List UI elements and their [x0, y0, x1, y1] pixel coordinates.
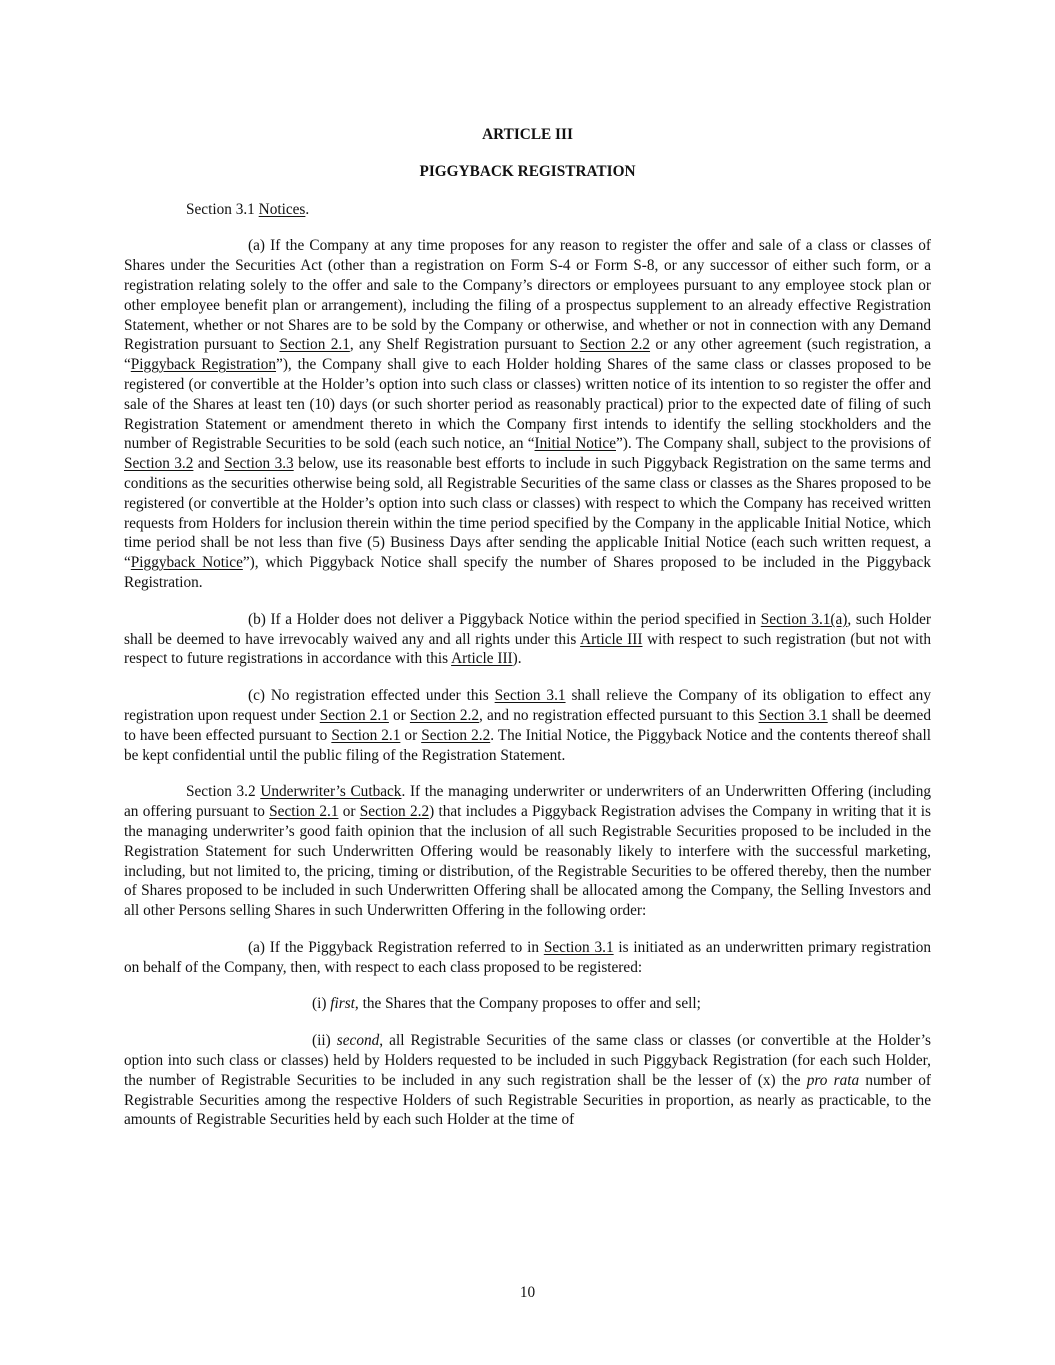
text-run: or [388, 706, 410, 724]
section-3-1-c-paragraph [124, 686, 931, 765]
cross-ref-link[interactable]: Section 2.2 [579, 336, 651, 354]
cross-ref-link[interactable]: Section 3.1 [494, 687, 566, 705]
cross-ref-link[interactable]: Section 3.1 [543, 938, 614, 956]
section-3-1-heading [124, 200, 931, 220]
text-run: (c) No registration effected under this [248, 687, 495, 705]
article-subtitle: PIGGYBACK REGISTRATION [419, 163, 636, 181]
defined-term: Piggyback Registration [130, 356, 277, 374]
text-run: ”), the Company shall give to each Holder holding Shares of the same class or classes proposed to be registered (or convertible at the Holder’s option into such class or classes) written notice of its intention to so register the offer and sale of the Shares at least ten (10) days (or such shorter period as reasonably practical) prior to the expected date of filing of such Registration Statement or amendment thereto in which the Company first intends to identify the selling stockholders and the number of Registrable Securities to be sold (each such notice, an “ [124, 356, 931, 453]
text-run: (a) If the Company at any time proposes for any reason to register the offer and sale of a class or classes of Shares under the Securities Act (other than a registration on Form S-4 or Form S-8, or any successor of either such form, or a registration relating solely to the offer and sale to the Company’s directors or employees pursuant to any employee stock plan or other employee benefit plan or arrangement), including the filing of a prospectus supplement to an already effective Registration Statement, whether or not Shares are to be sold by the Company or otherwise, and whether or not in connection with any Demand Registration pursuant to [124, 237, 931, 354]
cross-ref-link[interactable]: Section 2.1 [319, 706, 389, 724]
cross-ref-link[interactable]: Section 2.2 [409, 706, 480, 724]
text-run: ). [512, 650, 522, 668]
text-run: , any Shelf Registration pursuant to [349, 336, 580, 354]
text-run: , and no registration effected pursuant to this [479, 706, 759, 724]
text-run: (ii) [312, 1032, 337, 1050]
text-run: ”), which Piggyback Notice shall specify the number of Shares proposed to be included in the Piggyback Registration. [124, 554, 931, 591]
text-run: shall be deemed to have been effected pursuant to [124, 706, 931, 744]
text-run: ) that includes a Piggyback Registration advises the Company in writing that it is the managing underwriter’s good faith opinion that the inclusion of all such Registrable Securities proposed to be included in the Registration Statement for such Underwritten Offering would be reasonably likely to interfere with the successful marketing, including, but not limited to, the pricing, timing or distribution, of the Registrable Securities to be offered thereby, then the number of Shares proposed to be included in such Underwritten Offering shall be allocated among the Company, the Selling Investors and all other Persons selling Shares in such Underwritten Offering in the following order: [124, 803, 931, 920]
text-run: pro rata [806, 1071, 860, 1089]
text-run: or [338, 803, 360, 821]
text-run: . [305, 200, 310, 218]
text-run: second [336, 1032, 380, 1050]
cross-ref-link[interactable]: Section 2.2 [359, 803, 430, 821]
text-run: (a) If the Piggyback Registration referred to in [248, 938, 544, 956]
section-3-2-paragraph [124, 782, 931, 921]
text-run: below, use its reasonable best efforts to include in such Piggyback Registration on the same terms and conditions as the securities otherwise being sold, all Registrable Securities of the same class or classes as the Shares proposed to be registered (or convertible at the Holder’s option into such class or classes) with respect to which the Company has received written requests from Holders for inclusion therein within the time period specified by the Company in the applicable Initial Notice, which time period shall be not less than five (5) Business Days after sending the applicable Initial Notice (each such written request, a “ [124, 455, 931, 572]
section-3-1-b-paragraph [124, 610, 931, 669]
section-3-1-a-paragraph [124, 236, 931, 592]
text-run: Section 3.1 [186, 200, 259, 218]
text-run: . If the managing underwriter or underwriters of an Underwritten Offering (including an offering pursuant to [124, 783, 932, 821]
text-run: (i) [312, 995, 331, 1013]
text-run: is initiated as an underwritten primary registration on behalf of the Company, then, with respect to each class proposed to be registered: [124, 938, 931, 976]
cross-ref-link[interactable]: Section 2.1 [279, 336, 350, 354]
text-run: or any other agreement (such registration, a “ [124, 336, 931, 374]
cross-ref-link[interactable]: Section 2.1 [269, 803, 339, 821]
text-run: Section 3.2 [186, 783, 261, 801]
text-run: with respect to such registration (but not with respect to future registrations in accordance with this [124, 630, 932, 668]
notices-title: Notices [258, 200, 306, 218]
underwriters-cutback-title: Underwriter’s Cutback [260, 783, 402, 801]
cross-ref-link[interactable]: Section 3.2 [124, 455, 194, 473]
text-run: (b) If a Holder does not deliver a Piggyback Notice within the period specified in [248, 610, 761, 628]
article-title: ARTICLE III [482, 126, 573, 143]
text-run: number of Registrable Securities among the respective Holders of such Registrable Securities in proportion, as nearly as practicable, to the amounts of Registrable Securities held by each such Holder at the time of [124, 1071, 931, 1129]
defined-term: Piggyback Notice [130, 554, 243, 572]
text-run: first [330, 995, 355, 1013]
text-run: . The Initial Notice, the Piggyback Notice and the contents thereof shall be kept confidential until the public filing of the Registration Statement. [124, 726, 931, 764]
text-run: , all Registrable Securities of the same class or classes (or convertible at the Holder’s option into such class or classes) held by Holders requested to be included in such Piggyback Registration (for each such Holder, the number of Registrable Securities to be included in any such registration shall be the lesser of (x) the [124, 1032, 931, 1089]
cross-ref-link[interactable]: Section 3.1 [758, 706, 828, 724]
text-run: and [193, 455, 225, 473]
defined-term: Initial Notice [534, 435, 616, 453]
text-run: , the Shares that the Company proposes to offer and sell; [354, 995, 701, 1013]
text-run: shall relieve the Company of its obligation to effect any registration upon request under [124, 687, 931, 724]
cross-ref-link[interactable]: Article III [451, 650, 513, 668]
text-run: ”). The Company shall, subject to the provisions of [616, 435, 932, 453]
cross-ref-link[interactable]: Section 2.1 [331, 726, 401, 744]
text-run: or [400, 726, 422, 744]
text-run: , such Holder shall be deemed to have irrevocably waived any and all rights under this [124, 610, 931, 648]
section-3-2-a-paragraph [124, 938, 931, 978]
cross-ref-link[interactable]: Section 3.3 [224, 455, 294, 473]
cross-ref-link[interactable]: Section 3.1(a) [760, 610, 848, 628]
item-i-paragraph [124, 994, 931, 1014]
item-ii-paragraph [124, 1031, 931, 1130]
page-number: 10 [519, 1284, 536, 1301]
cross-ref-link[interactable]: Article III [580, 630, 643, 648]
cross-ref-link[interactable]: Section 2.2 [421, 726, 491, 744]
